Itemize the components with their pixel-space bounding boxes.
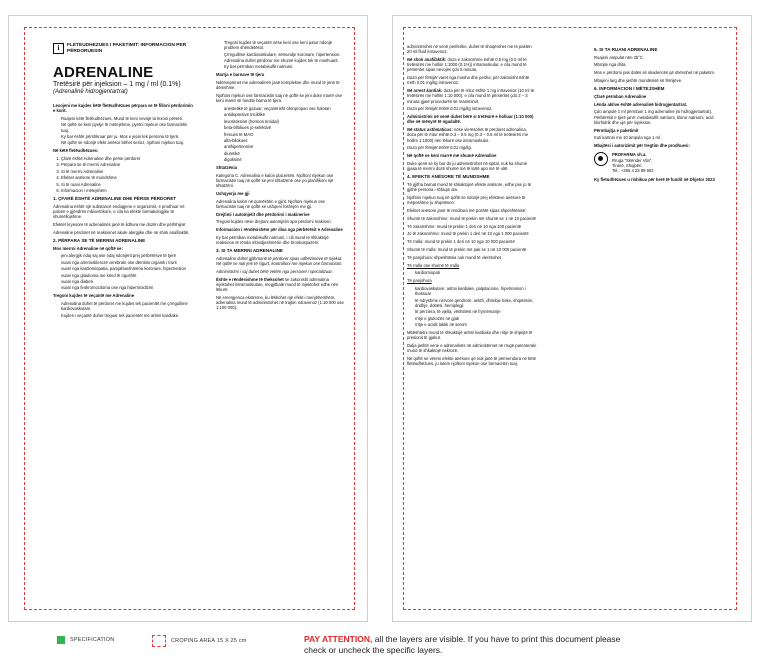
interactions-list [216,106,346,162]
specification-swatch [57,636,65,644]
arrest-title: Në arrest kardiak: [407,88,443,94]
legend-specification [57,636,114,644]
dilution-note: Administrimi në venë duhet bërë si tretësirë e holluar (1:10 000) dhe në mënyrë të ngadaltë. [407,114,534,125]
list-item: • Ky bar përmban metabisulfit natriumi. [224,64,346,69]
legend-cropping-area [152,635,247,647]
list-item: • alfa-bllokues [224,138,346,143]
asthma-title: Në status asthmaticus: [407,127,453,133]
shock-title: Në shok anafilaktik: [407,57,447,62]
list-item: • Tregoni kujdes të veçantë nëse keni ose keni patur ndonjë problem shëndetësor. [224,40,346,50]
cropping-swatch [152,635,166,647]
child-arrest-dose: Doza për fëmijët është 0.01 mg/kg intravenoz. [407,106,493,112]
shock-text: doza e zakonshme është 0.5 mg (0.5 ml të tretësirës me hollim 1:1000 (0.1%)) intramuskular, e cila mund të përsëritet sipas nevojës çdo 5 minuta. [407,57,527,73]
active-substance: Lënda aktive është adrenalinë hidrogjentartrat. [594,101,688,107]
manufacturer-logo-icon [594,152,608,166]
list-item: • vuani nga glaukoma me kënd të ngushtë [61,273,196,278]
toc-item: 1. Çfarë është Adrenaline dhe përse përdoret [61,156,196,161]
leaflet-column-3 [407,44,537,601]
section-1-paragraph: Efektet kryesore të adrenalinës janë të lidhura me dozën dhe përfshijnë: [53,222,187,228]
leaflet-sheet-left [8,15,368,622]
manufacturer-address [612,152,654,173]
pregnancy-paragraph: Kategoria C. Adrenalina e kalon placentën. Njoftoni mjekun ose farmacistin tuaj në qoftë se jeni shtatzënë ose po planifikoni një shtatzëni. [216,172,334,189]
composition-title: Çfarë përmban Adrenaline [594,93,647,99]
driving-title: Drejtimi i automjetit dhe përdorimi i makinerive [216,211,310,217]
section-4-paragraph: Dalja jashtë vene e adrenalinës në administrimet në rrugë parenterale mund të shkaktojë nekrozë. [407,342,537,353]
manufacturer-city: Tiranë, Shqipëri. [612,162,643,168]
list-item: • të ndryshme nervore qendrore: ankth, dhimbje koke, shqetësim, dridhje, dobësi, hemiplegji [415,298,537,308]
composition-text: Çdo ampulë 1 ml përmban 1 mg adrenalinë (si hidrogjentartrat). Përbërësit e tjerë janë: metabisulfit natriumi, klorur natriumi, acid klorhidrik dhe ujë për injeksion. [594,109,714,125]
info-header [53,43,196,55]
info-header-text: FLETËUDHËZUES I PAKETIMIT: INFORMACION PËR PËRDORUESIN [67,43,187,54]
table-of-contents [53,156,196,193]
revision-date: Ky fletudhëzues u rishikua për herë të fundit në Dhjetor 2023 [594,177,715,183]
frequency-intro: Efektet anësore janë të renditura më poshtë sipas shpeshtësisë: [407,208,527,213]
section-2-lead: Mos merrni Adrenaline në qoftë se: [53,245,123,251]
section-6-title: 6. INFORMACION I MËTEJSHËM [594,86,665,92]
leaflet-column-2 [216,40,346,601]
cropping-label: CROPING AREA 15 X 25 cm [171,637,247,644]
list-item: • vuani nga feokromocitoma ose nga hipertiroidizmi [61,285,196,290]
overdose-paragraph: Duke qenë se ky bar do ju administrohet në spital, nuk ka shumë gjasa të merrni dozë shumë më të lartë apo më të ulët. [407,161,528,172]
toc-item: 6. Informacion i mëtejshëm [61,188,196,193]
section-3-title: 3. SI TA MERRNI ADRENALINE [216,248,283,254]
toc-item: 3. Si të merrni Adrenaline [61,169,196,174]
list-item: • kardiomiopati [415,270,537,275]
list-item: • antidepresivë triciklikë [224,112,346,117]
list-item: • Adrenalina duhet të përdoret me kujdes tek pacientët me çrregullime kardiovaskulare. [61,301,196,311]
pack-contents-title: Përmbajtja e paketimit [594,127,639,133]
list-item: • vuani nga arteriosklerozë cerebrale ose dëmtimi organik i trurit [61,260,196,265]
emphasis-text: se zakonisht adrenalina injektohet intramuskulare, megjithatë mund të injektohet edhe nën lëkurë. [216,276,339,293]
manufacturer-name: PROFARMA sh.a. [612,152,647,158]
list-item: • Në qoftë se ndonjë efekt anësor bëhet serioz, njoftoni mjekun tuaj. [61,140,196,145]
list-item: • vuani nga diabeti [61,279,196,284]
section-4-paragraph: Njoftoni mjekun tuaj në qoftë se ndonjë prej efekteve anësore të mëposhtme ju shqetëson: [407,195,526,206]
list-item: • frenues të MAO [224,132,346,137]
pack-contents-text: Kuti kartoni me 10 ampula nga 1 ml. [594,135,662,141]
list-item: • diuretikë [224,151,346,156]
special-care-title: Tregoni kujdes të veçantë me Adrenaline [53,293,135,299]
frequency-item: Të panjohura: shpeshtësia nuk mund të vlerësohet [407,254,502,260]
list-item: • të përziera, të vjella, vështirësi në frymëmarrje [415,309,537,314]
section-3-paragraph: Adrenaline duhet gjithmonë të përdoret sipas udhëzimeve të mjekut. Në qoftë se nuk jeni të sigurt, kontrolloni me mjekun ose farmacistin. [216,256,343,267]
frequency-item: Shumë të rralla: mund të prekin më pak se 1 në 10 000 pacientë [407,246,527,252]
child-asthma-dose: Doza për fëmijët është 0.01 mg/kg. [407,145,472,151]
frequency-item: Shumë të zakonshme: mund të prekin më shumë se 1 në 10 pacientë [407,215,536,221]
intro-text: Lexojeni me kujdes këtë fletëudhëzues përpara se të filloni përdorimin e kurit. [53,103,193,114]
excipients-paragraph: Ky bar përmban metabisulfit natriumi, i cili mund të shkaktojë reaksione të rënda mbindjeshmërie dhe bronkospazëm. [216,235,329,246]
toc-item: 5. Si të ruani Adrenaline [61,182,196,187]
section-3-paragraph: Në emergjenca ekstreme, ku lëkkohet një efekt i menjëhershëm, adrenalina mund të administrohet në trajtim intravenoz (1:10 000 ose 1:100 000). [216,295,344,311]
list-item: • antihipertensivë [224,144,346,149]
list-item: • digoksinë [224,157,346,162]
storage-line: Ruajeni ampulat nën 25°C. [594,54,645,60]
list-item: • Ky bar është përshkruar për ju. Mos e jepni tek persona të tjerë. [61,134,196,139]
toc-item: 2. Përpara se të merrni Adrenaline [61,162,196,167]
layers-warning-text: all the layers are visible. If you have to print this document please check or uncheck the specific layers. [304,634,621,655]
list-item: • rritje e glukozës në gjak [415,316,537,321]
interactions-paragraph: Ndërveprimet me adrenalinën janë komplekse dhe mund të jenë të dëmshme. [216,79,340,91]
interactions-title: Marrja e barnave të tjera [216,72,265,78]
section-3-paragraph: Administrimi i saj duhet bërë vetëm nga personel i specializuar. [216,269,333,275]
info-icon: i [53,43,64,54]
list-item: • Çrregullime kardiovaskulare, sëmundje koronare, hipertension. [224,52,346,57]
section-4-paragraph: Në qoftë se vëreni efekte anësore që nuk janë të përmendura në këtë fletëudhëzues, ju lutem njoftoni mjekun ose farmacistin tuaj. [407,355,536,366]
specification-label: SPECIFICATION [70,636,115,643]
frequency-item: Të rralla: mund të prekin 1 deri në 10 nga 10 000 pacientë [407,239,515,245]
overdose-title: Në qoftë se keni marrë më shumë Adrenaline [407,153,497,159]
unknown-list [407,286,537,327]
list-item: • rritje e acidit laktik në serum [415,322,537,327]
dose-paragraph: administrohet në venë periferike, duhet të shoqërohet me të paktën 20 ml fluid intravenoz. [407,44,532,55]
driving-paragraph: Tregoni kujdes nëse drejtoni automjetin apo përdorni makineri. [216,219,332,225]
special-care-list [53,301,196,318]
toc-item: 4. Efektet anësore të mundshme [61,175,196,180]
manufacturer-phone: Tel.: +355 4 23 89 602 [612,167,654,173]
section-1-paragraph: Adrenaline përdoret në reaksionet akute alergjike dhe në shok anafilaktik. [53,229,190,235]
contraindication-list [53,253,196,290]
section-2-title: 2. PËRPARA SE TË MERRNI ADRENALINE [53,238,146,244]
list-item: • Kujdes i veçantë duhet treguar tek pacientët me aritmi kardiake. [61,313,196,318]
unknown-title: Të panjohura [407,278,432,284]
storage-line: Mbrojte nga drita. [594,62,627,68]
list-item: • Në qoftë se keni pyetje të mëtejshme, pyetni mjekun ose farmacistin tuaj. [61,122,196,132]
section-1-paragraph: Adrenalina është një substancë endogjene e organizmit, e prodhuar në palcën e gjëndrës mbiveshkore, e cila ka efekte farmakologjike të shumëllojshme. [53,203,185,220]
manufacturer-block [594,152,726,173]
interactions-paragraph: Njoftoni mjekun ose farmacistin tuaj në qoftë se jeni duke marrë ose keni marrë së fundmi barna të tjera. [216,92,342,104]
list-item: • vuani nga kardiomiopatia, pamjaftueshmëria koronare, hipertension [61,266,196,271]
breastfeeding-title: Ushqyerja me gji [216,190,250,196]
product-name: ADRENALINE [53,63,154,81]
list-item: • jeni alergjik ndaj saj ose ndaj ndonjërit prej përbërësve të tjerë [61,253,196,258]
storage-line: Mbajeni larg dhe jashtë mundësisë së fëmijëve. [594,77,683,83]
list-item: • anestetikë të gazuar, veçanërisht ciklopropan ose halotan [224,106,346,111]
list-item: • kardiovaskulare: aritmi kardiake, palpitacione, hipertension i theksuar [415,286,537,296]
pediatric-dose-title: Doza për fëmijët [407,75,438,81]
precautions-list [216,40,346,70]
emphasis-title: Ështe e rëndësishme të theksohet [216,276,284,282]
leaflet-column-1 [53,43,196,601]
storage-line: Mos e përdorni pas datës së skadencës që shënohet në paketim. [594,70,716,76]
product-inn: (Adrenalinë hidrogjentartrat) [53,88,128,95]
list-item: • Adrenalina duhet përdorur me shumë kujdes tek të moshuarit. [224,58,346,63]
list-item: • levotiroksinë (hormon tiroidal) [224,119,346,124]
section-4-paragraph: Të gjitha barnat mund të shkaktojnë efekte anësore, edhe pse jo të gjithë persona i shfaqin ato. [407,182,532,193]
rare-title: Të rralla ose shumë të rralla [407,262,460,268]
section-5-title: 5. SI TA RUANI ADRENALINE [594,47,658,52]
product-form: Tretësirë për injeksion – 1 mg / ml (0.1%) [53,80,181,88]
list-item: • Ruajeni këtë fletëudhëzues. Mund të keni nevojë ta lexoni përsëri. [61,116,196,121]
pediatric-dose-text: varet nga mosha dhe pesha; për zakonisht është rreth 0.01 mg/kg intravenoz. [407,75,530,86]
toc-title: Në këtë fletëudhëzues: [53,148,99,154]
asthma-text: nëse vlerësohet të përdoret adrenalina, doza për të rritur është 0.3 – 0.5 mg (0.3 – 0.5 ml të tretësirës me hollim 1:1000) nën lëkurë ose intramuskular. [407,127,529,143]
manufacturer-street: Rruga "Skënder Vila", [612,157,653,163]
layers-warning [304,634,644,655]
mah-title: Mbajtësi i autorizimit për tregtim dhe prodhuesi: [594,143,690,149]
intro-bullets [53,116,196,146]
section-4-paragraph: Mbështetni mund të shkaktojë aritmi kardiake dhe rritje të shpejtë të presionit të gjakut. [407,329,533,340]
excipients-title: Informacion i rëndësishëm për disa nga përbërësit e Adrenaline [216,227,343,233]
list-item: • beta-bllokues jo-selektivë [224,125,346,130]
pregnancy-title: Shtatzënia [216,164,237,170]
arrest-text: doza për të rritur është 1 mg intravenoz (10 ml të tretësirës me hollim 1:10 000), e cila mund të përsëritet çdo 2 – 3 minuta gjatë procedurës së reanimimit. [407,88,535,104]
rare-list [407,270,537,275]
section-1-title: 1. ÇFARË ËSHTË ADRENALINE DHE PËRSE PËRDORET [53,196,177,202]
frequency-item: Të zakonshme: mund të prekin 1 deri në 10 nga 100 pacientë [407,223,522,229]
layers-warning-alert: PAY ATTENTION, [304,634,373,644]
breastfeeding-paragraph: Adrenalina kalon në qumështin e gjirit. Njoftoni mjekun ose farmacistin tuaj në qoftë se ushqeni foshnjën me gji. [216,198,325,209]
leaflet-column-4 [594,44,726,601]
frequency-item: Jo të zakonshme: mund të prekin 1 deri në 10 nga 1 000 pacientë [407,231,529,237]
section-4-title: 4. EFEKTE ANËSORE TË MUNDSHME [407,174,490,180]
leaflet-sheet-right [392,15,752,622]
